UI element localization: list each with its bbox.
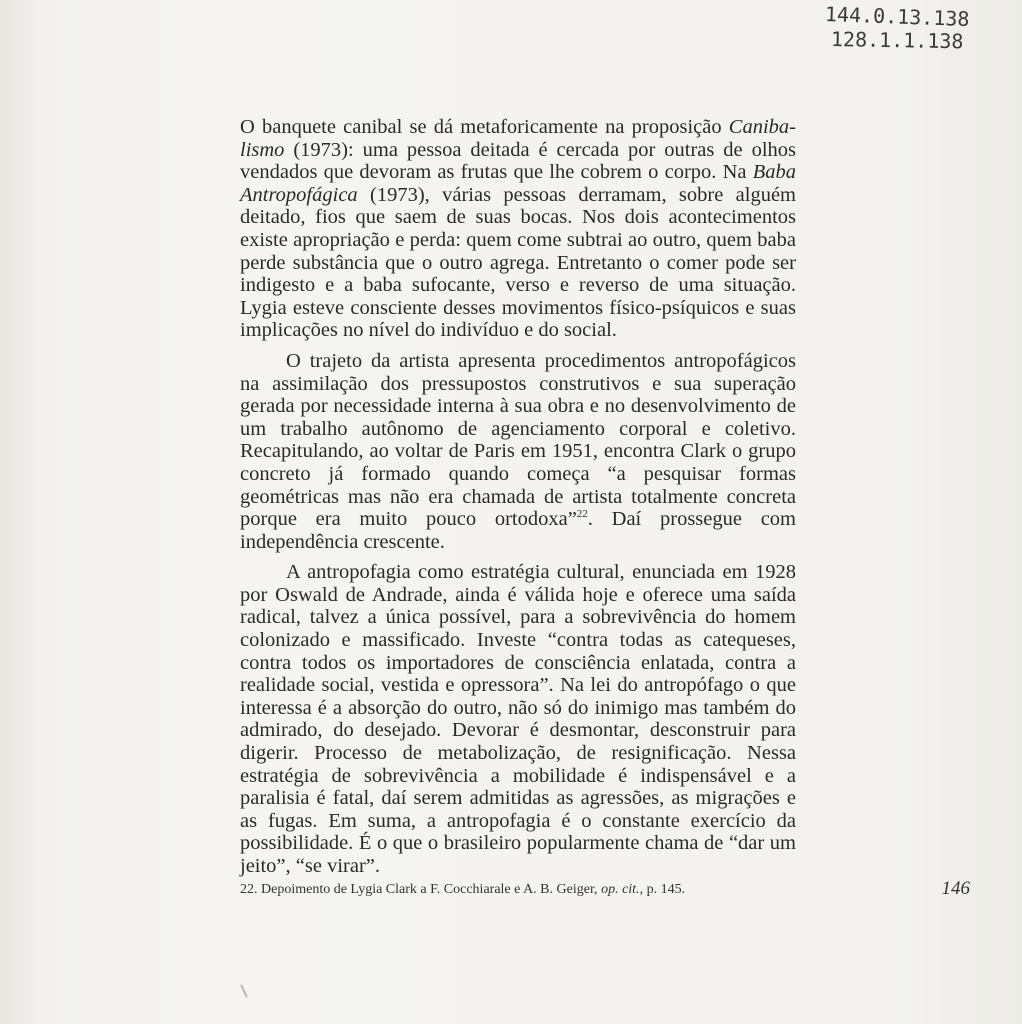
body-text [240, 116, 796, 878]
handwritten-shelfmark [825, 2, 1015, 52]
page-number: 146 [941, 878, 970, 899]
paragraph-1-text-3: (1973), várias pessoas derramam, sobre alguém deitado, fios que saem de suas bocas. Nos dois acontecimentos existe apropriação e perda: quem come subtrai ao outro, quem baba perde substância que o outro agrega. Entretanto o comer pode ser indigesto e a baba sufocante, verso e reverso de uma situação. Lygia esteve consciente desses movimentos físico-psíquicos e suas implicações no nível do indivíduo e do social. [240, 183, 796, 342]
footnote [240, 881, 760, 899]
footnote-citation: op. cit. [601, 882, 640, 897]
paragraph-1-text-1: O banquete canibal se dá metaforicamente na proposição [240, 116, 729, 138]
shelfmark-line-2: 128.1.1.138 [830, 27, 964, 54]
paragraph-2 [240, 350, 796, 553]
footnote-reference: 22 [576, 508, 588, 521]
work-title-canibalismo: Caniba-lismo [240, 116, 796, 161]
footnote-prefix: 22. Depoimento de Lygia Clark a F. Cocchiarale e A. B. Geiger, [240, 882, 602, 897]
paragraph-3-text-1: A antropofagia como estratégia cultural, enunciada em 1928 por Oswald de Andrade, ainda é válida hoje e oferece uma saída radical, talvez a única possível, para a sobrevivência do homem colonizado e massificado. Investe “contra todas as catequeses, contra todos os importadores de consciência enlatada, contra a realidade social, vestida e opressora”. Na lei do antropófago o que interessa é a absorção do outro, não só do inimigo mas também do admirado, do desejado. Devorar é desmontar, desconstruir para digerir. Processo de metabolização, de resignificação. Nessa estratégia de sobrevivência a mobilidade é indispensável e a paralisia é fatal, daí serem admitidas as agressões, as migrações e as fugas. Em suma, a antropofagia é o constante exercício da possibilidade. É o que o brasileiro popularmente chama de “dar um jeito”, “se virar”. [240, 561, 796, 877]
footnote-suffix: , p. 145. [639, 882, 686, 897]
work-title-baba-antropofagica: Baba Antropofágica [240, 161, 796, 206]
paragraph-2-text-1: O trajeto da artista apresenta procedimentos antropofágicos na assimilação dos pressupostos construtivos e sua superação gerada por necessidade interna à sua obra e no desenvolvimento de um trabalho autônomo de agenciamento corporal e coletivo. Recapitulando, ao voltar de Paris em 1951, encontra Clark o grupo concreto já formado quando começa “a pesquisar formas geométricas mas não era chamada de artista totalmente concreta porque era muito pouco ortodoxa” [240, 349, 796, 531]
paragraph-1 [240, 116, 796, 342]
shelfmark-line-1: 144.0.13.138 [824, 2, 970, 32]
paragraph-3 [240, 561, 796, 877]
paragraph-2-text-2: . Daí prossegue com independência crescente. [240, 508, 796, 553]
paragraph-1-text-2: (1973): uma pessoa deitada é cercada por outras de olhos vendados que devoram as frutas que lhe cobrem o corpo. Na [240, 138, 796, 184]
